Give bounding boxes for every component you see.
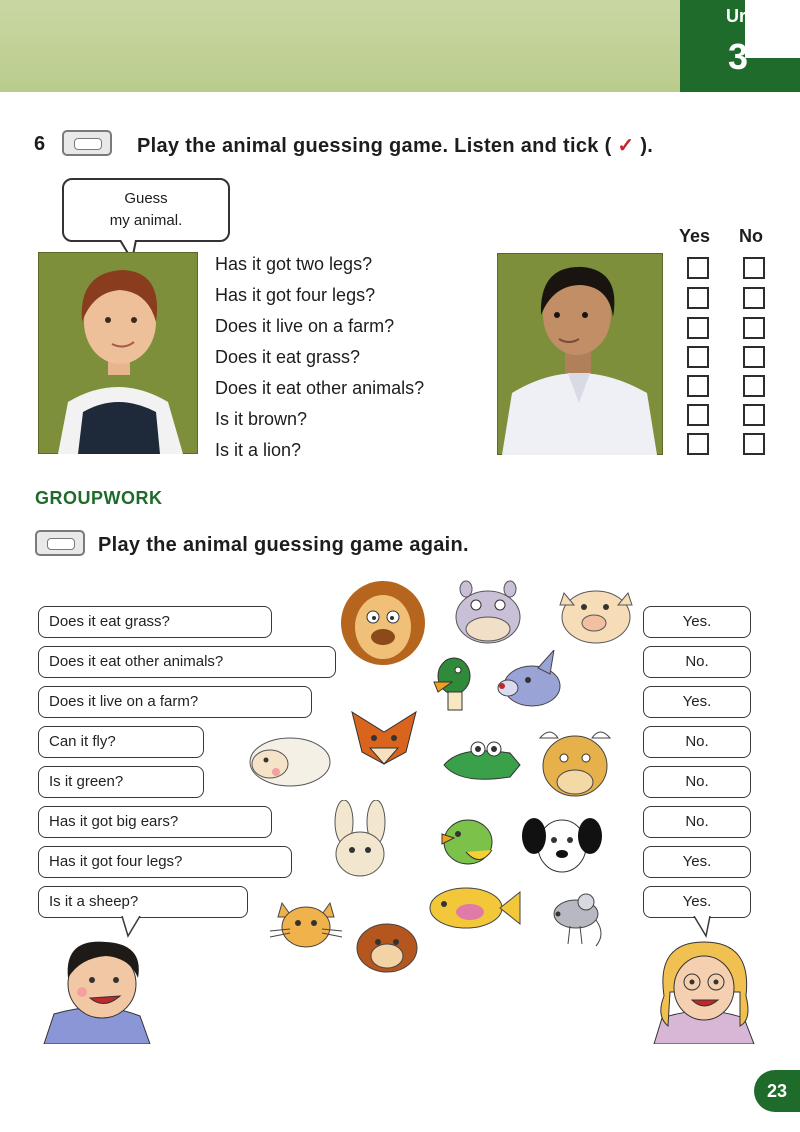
exercise-number: 6 (34, 133, 46, 155)
checkbox-yes-6[interactable] (687, 404, 709, 426)
girl-photo (38, 252, 198, 454)
question-item: Does it eat grass? (215, 347, 361, 367)
question-bubble: Does it eat grass? (38, 606, 272, 638)
answer-bubble: Yes. (643, 846, 751, 878)
unit-tab-cutout (745, 0, 800, 58)
column-no-header: No (739, 226, 763, 246)
question-bubble: Does it eat other animals? (38, 646, 336, 678)
boy-cartoon (40, 934, 160, 1044)
girl-cartoon (648, 936, 760, 1044)
speech-bubble (62, 178, 230, 242)
hamster-icon (352, 916, 422, 976)
checkbox-yes-7[interactable] (687, 433, 709, 455)
cow-icon (530, 726, 620, 802)
question-bubble: Does it live on a farm? (38, 686, 312, 718)
question-item: Is it a lion? (215, 440, 302, 460)
groupwork-instruction: Play the animal guessing game again. (98, 534, 469, 556)
pig-icon (556, 585, 636, 647)
checkbox-yes-4[interactable] (687, 346, 709, 368)
question-bubble: Is it green? (38, 766, 204, 798)
answer-bubble: Yes. (643, 686, 751, 718)
lion-icon (338, 575, 428, 670)
checkbox-no-3[interactable] (743, 317, 765, 339)
tick-icon: ✓ (617, 135, 635, 157)
fish-icon (424, 880, 522, 936)
groupwork-heading: GROUPWORK (35, 488, 163, 508)
page-number: 23 (754, 1070, 800, 1112)
instruction-end: ). (640, 135, 654, 157)
duck-icon (424, 652, 476, 712)
question-item: Has it got two legs? (215, 254, 373, 274)
answer-bubble: No. (643, 726, 751, 758)
cassette-icon[interactable] (62, 130, 112, 156)
question-bubble: Is it a sheep? (38, 886, 248, 918)
question-bubble: Has it got big ears? (38, 806, 272, 838)
bird-icon (436, 808, 498, 866)
answer-bubble: Yes. (643, 606, 751, 638)
cat-icon (268, 893, 344, 953)
sheep-icon (240, 730, 334, 790)
fox-icon (344, 702, 424, 768)
question-bubble: Can it fly? (38, 726, 204, 758)
answer-bubble: Yes. (643, 886, 751, 918)
question-bubble: Has it got four legs? (38, 846, 292, 878)
instruction-text: Play the animal guessing game. Listen and tick ( (137, 135, 612, 157)
boy-photo (497, 253, 663, 455)
question-item: Is it brown? (215, 409, 308, 429)
checkbox-no-2[interactable] (743, 287, 765, 309)
exercise-instruction (137, 133, 653, 158)
column-yes-header: Yes (679, 226, 711, 246)
hippo-icon (452, 577, 524, 647)
donkey-icon (494, 650, 570, 716)
cassette-icon[interactable] (35, 530, 85, 556)
checkbox-yes-3[interactable] (687, 317, 709, 339)
question-item: Has it got four legs? (215, 285, 376, 305)
speech-tail (690, 916, 716, 938)
question-item: Does it eat other animals? (215, 378, 425, 398)
unit-label: Ur (726, 6, 747, 26)
checkbox-no-6[interactable] (743, 404, 765, 426)
question-item: Does it live on a farm? (215, 316, 395, 336)
speech-line-1: Guess (124, 190, 168, 207)
checkbox-yes-1[interactable] (687, 257, 709, 279)
dog-icon (520, 808, 604, 878)
checkbox-no-4[interactable] (743, 346, 765, 368)
rabbit-icon (320, 800, 400, 878)
mouse-icon (540, 890, 608, 948)
checkbox-yes-5[interactable] (687, 375, 709, 397)
crocodile-icon (440, 735, 524, 791)
checkbox-no-1[interactable] (743, 257, 765, 279)
answer-bubble: No. (643, 646, 751, 678)
checkbox-yes-2[interactable] (687, 287, 709, 309)
checkbox-no-7[interactable] (743, 433, 765, 455)
answer-bubble: No. (643, 766, 751, 798)
checkbox-no-5[interactable] (743, 375, 765, 397)
answer-bubble: No. (643, 806, 751, 838)
question-list (215, 249, 424, 466)
speech-line-2: my animal. (109, 212, 183, 229)
unit-number: 3 (728, 36, 749, 77)
